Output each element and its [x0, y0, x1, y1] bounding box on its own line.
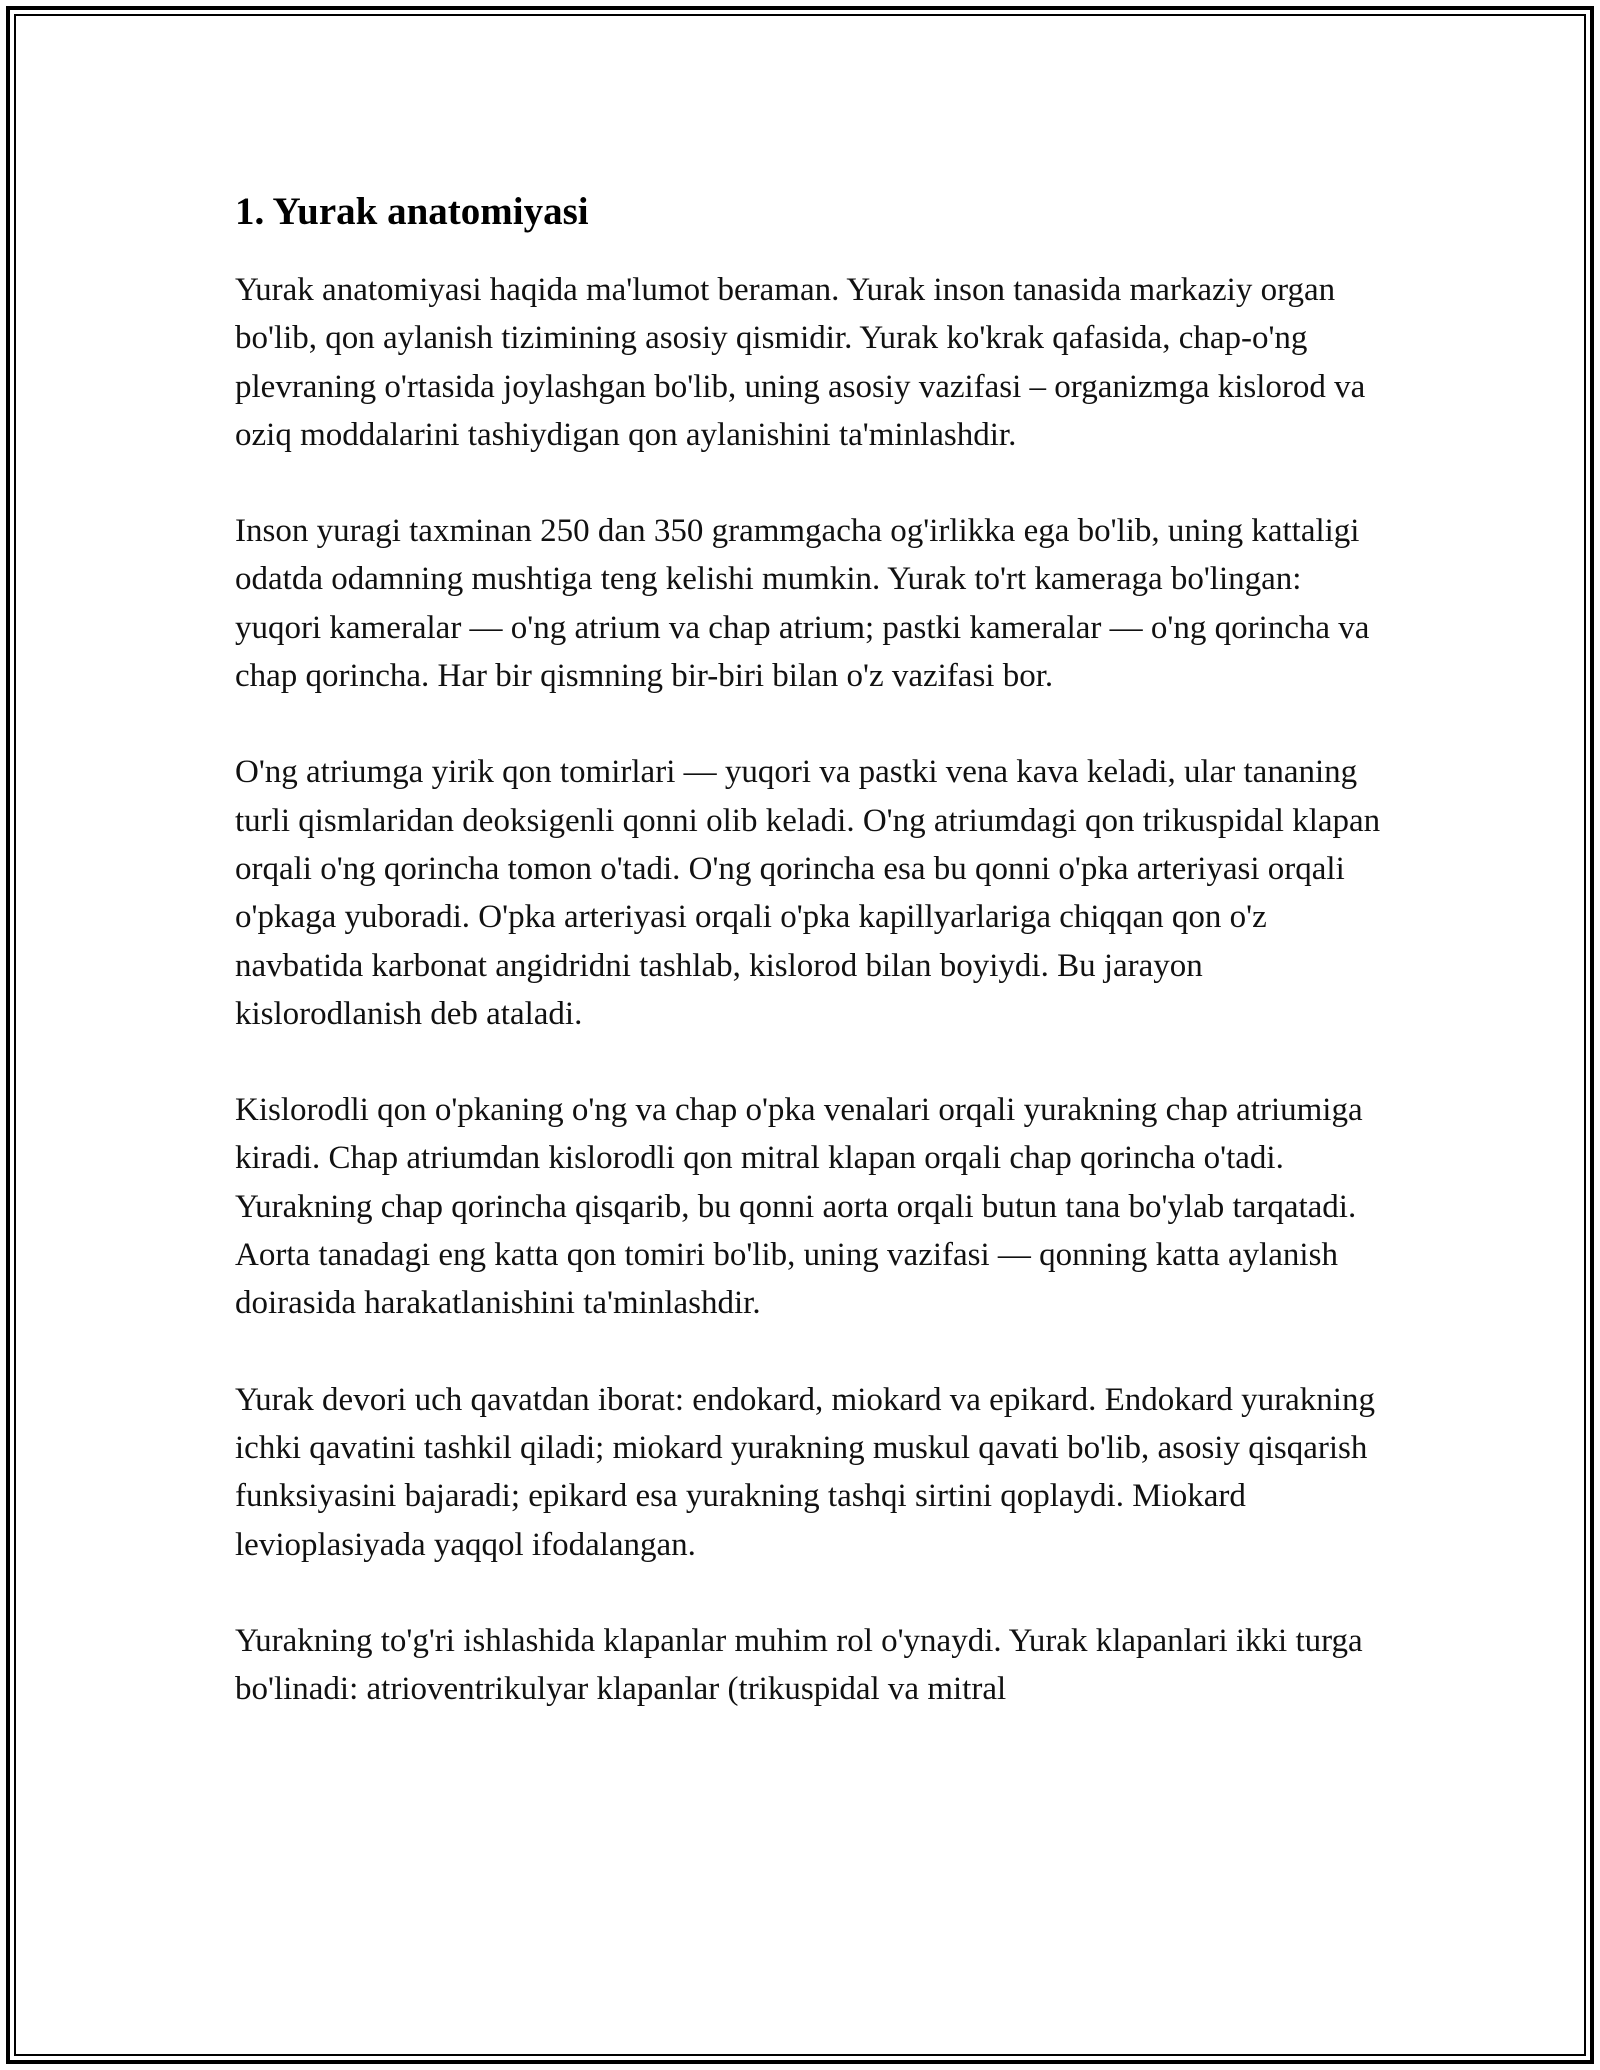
paragraph-left-heart: Kislorodli qon o'pkaning o'ng va chap o'pka venalari orqali yurakning chap atriumiga kiradi. Chap atriumdan kislorodli qon mitral klapan orqali chap qorincha o'tadi. Yurakning chap qorincha qisqarib, bu qonni aorta orqali butun tana bo'ylab tarqatadi. Aorta tanadagi eng katta qon tomiri bo'lib, uning vazifasi — qonning katta aylanish doirasida harakatlanishini ta'minlashdir.	[235, 1092, 1363, 1322]
paragraph-weight-chambers: Inson yuragi taxminan 250 dan 350 grammgacha og'irlikka ega bo'lib, uning kattaligi odatda odamning mushtiga teng kelishi mumkin. Yurak to'rt kameraga bo'lingan: yuqori kameralar — o'ng atrium va chap atrium; pastki kameralar — o'ng qorincha va chap qorincha. Har bir qismning bir-biri bilan o'z vazifasi bor.	[235, 513, 1370, 695]
document-body	[235, 186, 1395, 1761]
section-heading: 1. Yurak anatomiyasi	[235, 190, 589, 233]
paragraph-valves: Yurakning to'g'ri ishlashida klapanlar muhim rol o'ynaydi. Yurak klapanlari ikki turga bo'linadi: atrioventrikulyar klapanlar (trikuspidal va mitral	[235, 1622, 1363, 1708]
paragraph-intro: Yurak anatomiyasi haqida ma'lumot beraman. Yurak inson tanasida markaziy organ bo'lib, qon aylanish tizimining asosiy qismidir. Yurak ko'krak qafasida, chap-o'ng plevraning o'rtasida joylashgan bo'lib, uning asosiy vazifasi – organizmga kislorod va oziq moddalarini tashiydigan qon aylanishini ta'minlashdir.	[235, 272, 1366, 453]
paragraph-heart-wall: Yurak devori uch qavatdan iborat: endokard, miokard va epikard. Endokard yurakning ichki qavatini tashkil qiladi; miokard yurakning muskul qavati bo'lib, asosiy qisqarish funksiyasini bajaradi; epikard esa yurakning tashqi sirtini qoplaydi. Miokard levioplasiyada yaqqol ifodalangan.	[235, 1381, 1375, 1563]
paragraph-right-heart: O'ng atriumga yirik qon tomirlari — yuqori va pastki vena kava keladi, ular tananing turli qismlaridan deoksigenli qonni olib keladi. O'ng atriumdagi qon trikuspidal klapan orqali o'ng qorincha tomon o'tadi. O'ng qorincha esa bu qonni o'pka arteriyasi orqali o'pkaga yuboradi. O'pka arteriyasi orqali o'pka kapillyarlariga chiqqan qon o'z navbatida karbonat angidridni tashlab, kislorod bilan boyiydi. Bu jarayon kislorodlanish deb ataladi.	[235, 754, 1381, 1032]
